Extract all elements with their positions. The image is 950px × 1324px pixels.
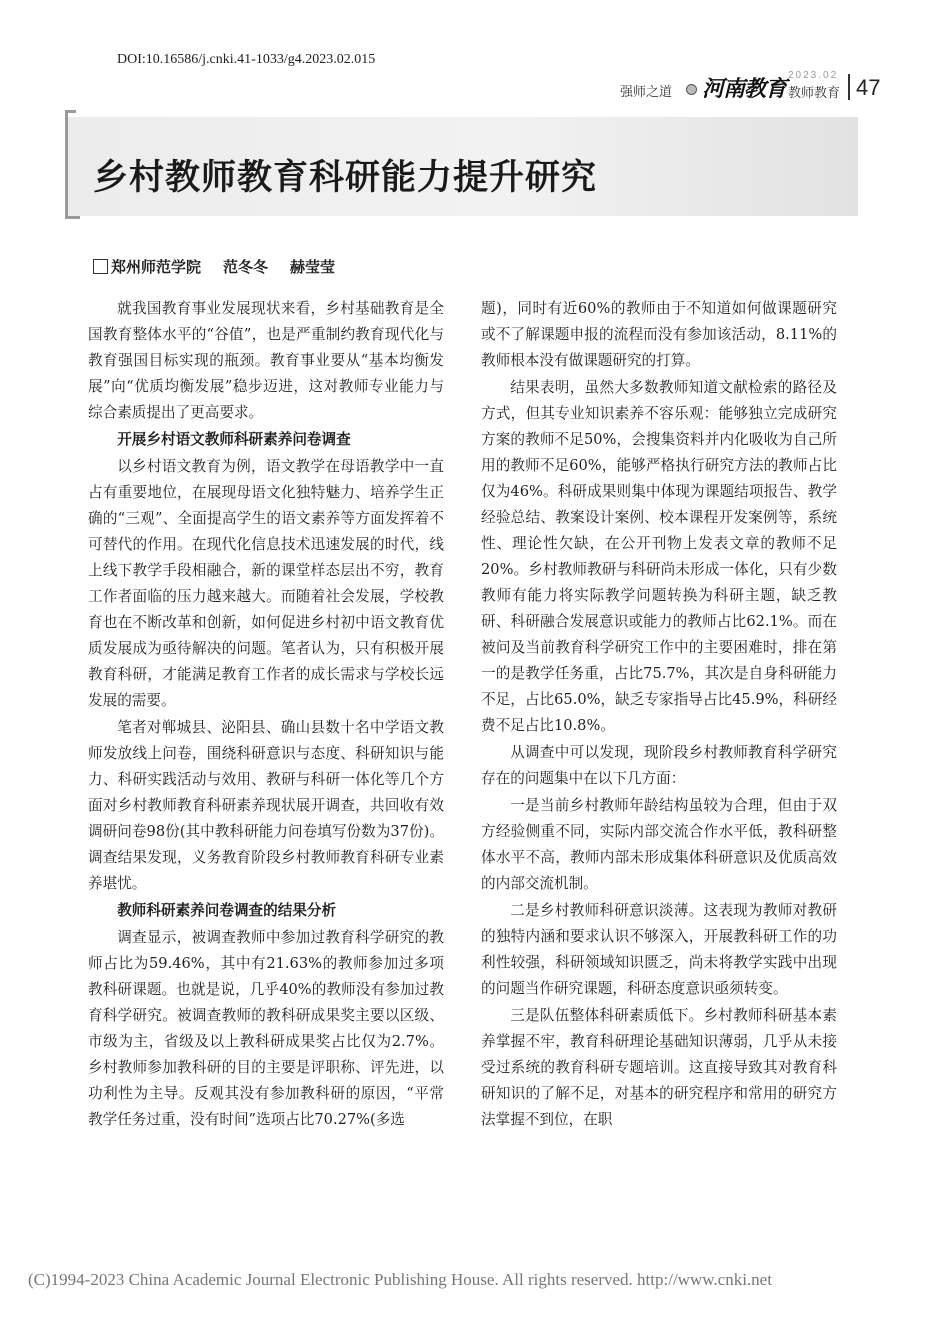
section-heading: 开展乡村语文教师科研素养问卷调查 xyxy=(117,431,351,448)
divider xyxy=(848,74,850,100)
page-number: 47 xyxy=(856,75,881,100)
author-line xyxy=(93,256,357,277)
right-column xyxy=(481,296,837,1134)
author-name: 范冬冬 xyxy=(223,258,269,276)
paragraph: 三是队伍整体科研素质低下。乡村教师科研基本素养掌握不牢，教育科研理论基础知识薄弱，几乎从未接受过系统的教育科研专题培训。这直接导致其对教育科研知识的了解不足，对基本的研究程序和常用的研究方法掌握不到位，在职 xyxy=(481,1007,837,1128)
doi: DOI:10.16586/j.cnki.41-1033/g4.2023.02.015 xyxy=(117,52,376,67)
article-title: 乡村教师教育科研能力提升研究 xyxy=(93,158,598,198)
journal-name: 教师教育 xyxy=(788,86,841,101)
author-name: 赫莹莹 xyxy=(290,258,336,276)
banner-frame-bottom xyxy=(65,204,80,219)
affiliation: 郑州师范学院 xyxy=(111,258,202,276)
column-label: 强师之道 xyxy=(620,85,673,100)
issue-year: 2023.02 xyxy=(788,70,839,81)
paragraph: 笔者对郸城县、泌阳县、确山县数十名中学语文教师发放线上问卷，围绕科研意识与态度、科研知识与能力、科研实践活动与效用、教研与科研一体化等几个方面对乡村教师教育科研素养现状展开调查，共回收有效调研问卷98份(其中教科研能力问卷填写份数为37份)。调查结果发现，义务教育阶段乡村教师教育科研专业素养堪忧。 xyxy=(88,719,444,892)
paragraph: 以乡村语文教育为例，语文教学在母语教学中一直占有重要地位，在展现母语文化独特魅力、培养学生正确的“三观”、全面提高学生的语文素养等方面发挥着不可替代的作用。在现代化信息技术迅速发展的时代，线上线下教学手段相融合，新的课堂样态层出不穷，教育工作者面临的压力越来越大。而随着社会发展，学校教育也在不断改革和创新，如何促进乡村初中语文教育优质发展成为亟待解决的问题。笔者认为，只有积极开展教育科研，才能满足教育工作者的成长需求与学校长远发展的需要。 xyxy=(88,458,444,709)
running-head xyxy=(620,72,895,104)
paragraph-continued: 题)，同时有近60%的教师由于不知道如何做课题研究或不了解课题申报的流程而没有参加该活动，8.11%的教师根本没有做课题研究的打算。 xyxy=(481,300,837,369)
bullet-icon xyxy=(686,84,697,95)
banner-frame-top xyxy=(65,110,76,219)
paragraph: 一是当前乡村教师年龄结构虽较为合理，但由于双方经验侧重不同，实际内部交流合作水平低，教科研整体水平不高，教师内部未形成集体科研意识及优质高效的内部交流机制。 xyxy=(481,797,837,892)
paragraph: 就我国教育事业发展现状来看，乡村基础教育是全国教育整体水平的“谷值”，也是严重制约教育现代化与教育强国目标实现的瓶颈。教育事业要从“基本均衡发展”向“优质均衡发展”稳步迈进，这对教师专业能力与综合素质提出了更高要求。 xyxy=(88,300,444,421)
journal-logo: 河南教育 xyxy=(702,76,787,102)
paragraph: 二是乡村教师科研意识淡薄。这表现为教师对教研的独特内涵和要求认识不够深入，开展教科研工作的功利性较强，科研领域知识匮乏，尚未将教学实践中出现的问题当作研究课题，科研态度意识亟须转变。 xyxy=(481,902,837,997)
left-column xyxy=(88,296,444,1134)
checkbox-icon xyxy=(93,259,108,274)
paragraph: 从调查中可以发现，现阶段乡村教师教育科学研究存在的问题集中在以下几方面： xyxy=(481,744,837,787)
copyright-footer: (C)1994-2023 China Academic Journal Electronic Publishing House. All rights reserved. http://www.cnki.net xyxy=(28,1270,772,1289)
section-heading: 教师科研素养问卷调查的结果分析 xyxy=(117,902,337,919)
paragraph: 调查显示，被调查教师中参加过教育科学研究的教师占比为59.46%，其中有21.63%的教师参加过多项教科研课题。也就是说，几乎40%的教师没有参加过教育科学研究。被调查教师的教科研成果奖主要以区级、市级为主，省级及以上教科研成果奖占比仅为2.7%。乡村教师参加教科研的目的主要是评职称、评先进，以功利性为主导。反观其没有参加教科研的原因，“平常教学任务过重，没有时间”选项占比70.27%(多选 xyxy=(88,929,444,1128)
paragraph: 结果表明，虽然大多数教师知道文献检索的路径及方式，但其专业知识素养不容乐观：能够独立完成研究方案的教师不足50%，会搜集资料并内化吸收为自己所用的教师不足60%，能够严格执行研究方法的教师占比仅为46%。科研成果则集中体现为课题结项报告、教学经验总结、教案设计案例、校本课程开发案例等，系统性、理论性欠缺，在公开刊物上发表文章的教师不足20%。乡村教师教研与科研尚未形成一体化，只有少数教师有能力将实际教学问题转换为科研主题，缺乏教研、科研融合发展意识或能力的教师占比62.1%。而在被问及当前教育科学研究工作中的主要困难时，排在第一的是教学任务重，占比75.7%，其次是自身科研能力不足，占比65.0%，缺乏专家指导占比45.9%，科研经费不足占比10.8%。 xyxy=(481,379,837,734)
